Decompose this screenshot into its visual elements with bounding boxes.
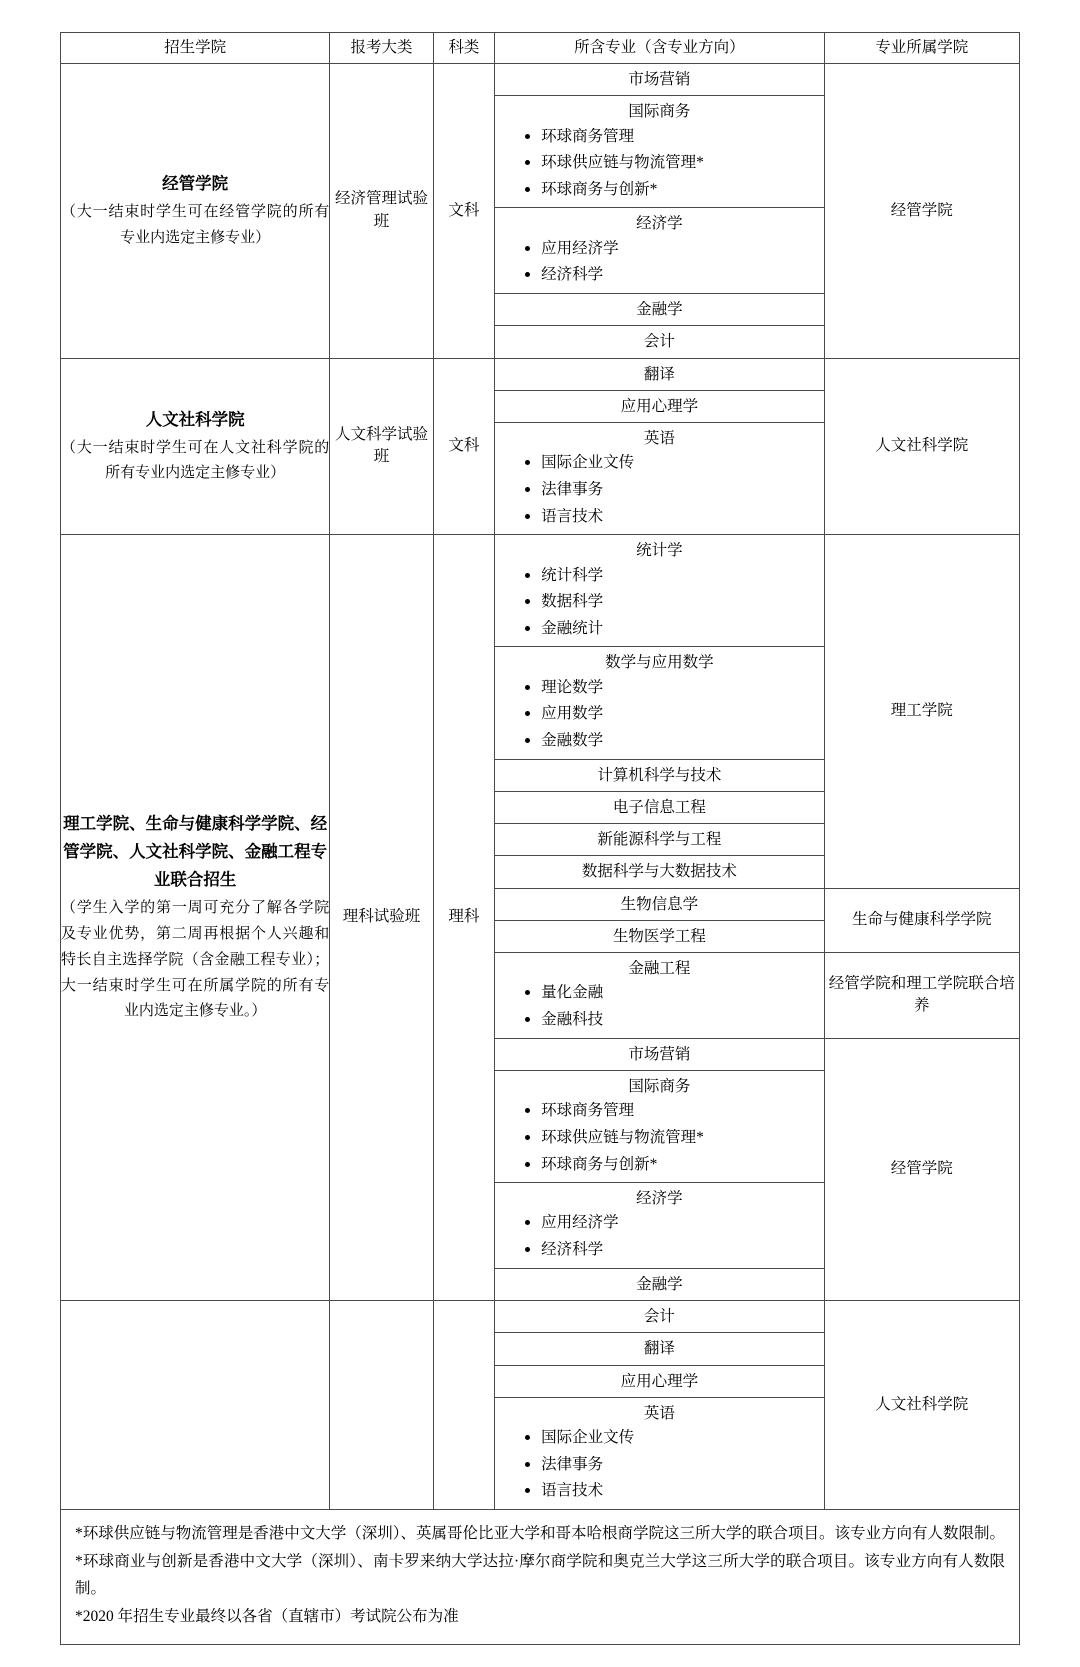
major-name: 生物信息学 (495, 889, 824, 921)
major-name: 应用心理学 (495, 390, 824, 422)
cell-majors (495, 535, 825, 888)
major-group (495, 208, 824, 294)
cell-subject-type: 理科 (433, 535, 494, 1301)
major-direction: 语言技术 (523, 504, 818, 531)
college-note: （学生入学的第一周可充分了解各学院及专业优势，第二周再根据个人兴趣和特长自主选择学院（含金融工程专业）；大一结束时学生可在所属学院的所有专业内选定主修专业。） (61, 900, 330, 1020)
major-group (495, 953, 824, 1038)
major-directions (501, 1425, 818, 1505)
major-group (495, 535, 824, 647)
major-name: 经济学 (636, 1190, 683, 1208)
major-directions (501, 563, 818, 643)
major-group (495, 96, 824, 208)
cell-application-category: 人文科学试验班 (330, 358, 434, 535)
major-name: 数学与应用数学 (605, 654, 714, 672)
cell-admission-college (61, 1301, 330, 1510)
cell-owner-college: 生命与健康科学学院 (824, 888, 1019, 953)
majors-sublist (495, 64, 824, 358)
header-admission-college: 招生学院 (61, 33, 330, 64)
majors-sublist (495, 1301, 824, 1509)
major-direction: 金融统计 (523, 616, 818, 643)
majors-sublist (495, 953, 824, 1038)
college-title: 人文社科学院 (145, 409, 245, 429)
major-name: 电子信息工程 (495, 791, 824, 823)
cell-admission-college (61, 358, 330, 535)
major-name: 市场营销 (495, 1039, 824, 1071)
major-direction: 应用经济学 (523, 1210, 818, 1237)
college-note: （大一结束时学生可在经管学院的所有专业内选定主修专业） (61, 203, 330, 246)
footnotes-block (60, 1510, 1020, 1645)
table-row (61, 535, 1020, 888)
major-direction: 法律事务 (523, 477, 818, 504)
major-name: 金融学 (636, 1275, 683, 1293)
major-direction: 环球商务与创新* (523, 1152, 818, 1179)
cell-subject-type (433, 1301, 494, 1510)
major-name: 统计学 (636, 542, 683, 560)
major-name: 国际商务 (628, 1078, 691, 1095)
cell-majors (495, 64, 825, 359)
major-direction: 统计科学 (523, 563, 818, 590)
major-direction: 经济科学 (523, 1237, 818, 1264)
cell-majors (495, 358, 825, 535)
major-name: 市场营销 (495, 64, 824, 96)
major-direction: 法律事务 (523, 1452, 818, 1479)
major-name: 国际商务 (628, 103, 691, 121)
majors-sublist (495, 359, 824, 535)
table-header-row (61, 33, 1020, 64)
cell-application-category (330, 1301, 434, 1510)
table-row (61, 64, 1020, 359)
majors-sublist (495, 889, 824, 953)
major-name: 英语 (643, 430, 675, 448)
major-direction: 环球供应链与物流管理* (523, 150, 818, 177)
major-group (495, 647, 824, 759)
major-group (495, 1397, 824, 1509)
footnote-1: *环球供应链与物流管理是香港中文大学（深圳）、英属哥伦比亚大学和哥本哈根商学院这三所大学的联合项目。该专业方向有人数限制。 (75, 1525, 1006, 1542)
cell-owner-college: 人文社科学院 (824, 1301, 1019, 1510)
table-row (61, 1301, 1020, 1510)
major-direction: 金融数学 (523, 728, 818, 755)
major-group (495, 423, 824, 535)
table-row (61, 358, 1020, 535)
cell-owner-college: 理工学院 (824, 535, 1019, 888)
major-direction: 环球商务管理 (523, 124, 818, 151)
major-group (495, 1071, 824, 1183)
major-name: 英语 (643, 1404, 675, 1422)
cell-majors (495, 1301, 825, 1510)
cell-subject-type: 文科 (433, 64, 494, 359)
major-name: 翻译 (495, 359, 824, 391)
major-direction: 数据科学 (523, 589, 818, 616)
cell-subject-type: 文科 (433, 358, 494, 535)
cell-majors (495, 888, 825, 953)
cell-owner-college: 经管学院 (824, 64, 1019, 359)
cell-majors (495, 953, 825, 1039)
major-direction: 理论数学 (523, 675, 818, 702)
major-name: 计算机科学与技术 (495, 759, 824, 791)
major-direction: 国际企业文传 (523, 450, 818, 477)
major-directions (501, 980, 818, 1033)
major-directions (501, 124, 818, 204)
major-direction: 环球供应链与物流管理* (523, 1125, 818, 1152)
cell-majors (495, 1038, 825, 1300)
major-name: 会计 (495, 1301, 824, 1333)
majors-sublist (495, 535, 824, 887)
major-directions (501, 1210, 818, 1263)
cell-application-category: 理科试验班 (330, 535, 434, 1301)
major-name: 会计 (643, 333, 675, 351)
cell-admission-college (61, 535, 330, 1301)
major-name: 数据科学与大数据技术 (581, 863, 737, 881)
major-direction: 国际企业文传 (523, 1425, 818, 1452)
major-name: 生物医学工程 (612, 927, 706, 945)
major-group (495, 1183, 824, 1269)
major-direction: 经济科学 (523, 262, 818, 289)
cell-admission-college (61, 64, 330, 359)
major-directions (501, 450, 818, 530)
header-owner-college: 专业所属学院 (824, 33, 1019, 64)
major-directions (501, 236, 818, 289)
footnote-3: *2020 年招生专业最终以各省（直辖市）考试院公布为准 (75, 1607, 459, 1625)
major-direction: 环球商务管理 (523, 1098, 818, 1125)
majors-table (60, 32, 1020, 1510)
major-name: 金融学 (495, 294, 824, 326)
major-direction: 语言技术 (523, 1478, 818, 1505)
college-title: 经管学院 (162, 173, 229, 193)
major-name: 金融工程 (628, 960, 691, 978)
major-directions (501, 675, 818, 755)
major-directions (501, 1098, 818, 1178)
cell-application-category: 经济管理试验班 (330, 64, 434, 359)
college-title: 理工学院、生命与健康科学学院、经管学院、人文社科学院、金融工程专业联合招生 (63, 814, 328, 890)
major-name: 经济学 (636, 215, 683, 233)
header-application-category: 报考大类 (330, 33, 434, 64)
major-direction: 金融科技 (523, 1007, 818, 1034)
cell-owner-college: 经管学院和理工学院联合培养 (824, 953, 1019, 1039)
cell-owner-college: 经管学院 (824, 1038, 1019, 1300)
major-name: 应用心理学 (495, 1365, 824, 1397)
cell-owner-college: 人文社科学院 (824, 358, 1019, 535)
majors-sublist (495, 1039, 824, 1300)
header-included-majors: 所含专业（含专业方向） (495, 33, 825, 64)
major-direction: 应用经济学 (523, 236, 818, 263)
major-name: 新能源科学与工程 (495, 824, 824, 856)
major-direction: 应用数学 (523, 701, 818, 728)
major-name: 翻译 (495, 1333, 824, 1365)
major-direction: 量化金融 (523, 980, 818, 1007)
major-direction: 环球商务与创新* (523, 177, 818, 204)
college-note: （大一结束时学生可在人文社科学院的所有专业内选定主修专业） (61, 439, 330, 482)
header-subject-type: 科类 (433, 33, 494, 64)
footnote-2: *环球商业与创新是香港中文大学（深圳）、南卡罗来纳大学达拉·摩尔商学院和奥克兰大学这三所大学的联合项目。该专业方向有人数限制。 (75, 1552, 1005, 1598)
